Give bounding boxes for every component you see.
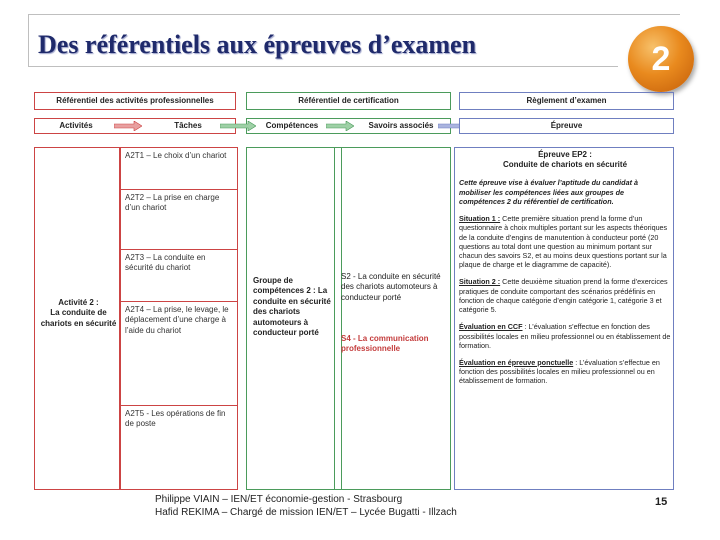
savoirs-column [334, 147, 451, 490]
footer-credits: Philippe VIAIN – IEN/ET économie-gestion - Strasbourg Hafid REKIMA – Chargé de mission IEN/ET – Lycée Bugatti - Illzach [155, 494, 457, 518]
subheader-savoirs: Savoirs associés [354, 119, 448, 133]
page-number: 15 [655, 496, 668, 508]
referential-diagram [34, 92, 674, 490]
section-number-badge: 2 [628, 26, 694, 92]
activity-label: Activité 2 : La conduite de chariots en sécurité [40, 298, 117, 328]
task-item: A2T1 – Le choix d’un chariot [121, 148, 237, 190]
frame-bottom-line [28, 66, 618, 67]
evaluation-ccf: Évaluation en CCF : L’évaluation s’effectue en fonction des possibilités locales en milieu professionnel ou en établissement de formation. [459, 322, 671, 350]
subheader-taches: Tâches [142, 119, 234, 133]
task-item: A2T5 - Les opérations de fin de poste [125, 409, 226, 429]
activities-column [34, 147, 120, 490]
arrow-right-icon [220, 121, 256, 131]
task-item: A2T4 – La prise, le levage, le déplacement d’une charge à l’aide du chariot [121, 302, 237, 406]
epreuve-column [454, 147, 674, 490]
competence-group: Groupe de compétences 2 : La conduite en sécurité des chariots automoteurs à conducteur porté [253, 276, 331, 337]
epreuve-description [459, 150, 671, 386]
arrow-right-icon [114, 121, 142, 131]
header-activities-referential: Référentiel des activités professionnelles [34, 92, 236, 110]
subheader-epreuve: Épreuve [459, 118, 674, 134]
tasks-column [120, 147, 238, 490]
savoir-s4: S4 - La communication professionnelle [341, 334, 429, 354]
frame-top-line [28, 14, 680, 15]
arrow-right-icon [326, 121, 354, 131]
epreuve-intro: Cette épreuve vise à évaluer l’aptitude du candidat à mobiliser les compétences liées aux groupes de compétences 2 du référentiel de certification. [459, 178, 638, 206]
subheader-activites: Activités [36, 119, 116, 133]
task-item: A2T2 – La prise en charge d’un chariot [121, 190, 237, 250]
situation-2: Situation 2 : Cette deuxième situation prend la forme d’exercices pratiques de conduite comportant des scénarios prédéfinis en fonction de chaque catégorie d’engin catégorie 1, catégorie 3 et catégorie 5. [459, 277, 668, 315]
slide-title: Des référentiels aux épreuves d’examen [38, 30, 477, 59]
situation-1: Situation 1 : Cette première situation prend la forme d’un questionnaire à choix multiples portant sur les aspects théoriques de la conduite d’engins de manutention à conducteur porté (20 questions au total dont une question au minimum portant sur chacun des savoirs S2, et au moins deux questions portant sur la plaque de charge et le diagramme de capacité). [459, 214, 668, 270]
epreuve-title: Épreuve EP2 : Conduite de chariots en sécurité [502, 150, 628, 170]
header-exam-rules: Règlement d’examen [459, 92, 674, 110]
subheader-competences: Compétences [256, 119, 328, 133]
evaluation-ponctuelle: Évaluation en épreuve ponctuelle : L’évaluation s’effectue en fonction des possibilités locales en milieu professionnel ou en établissement de formation. [459, 357, 660, 386]
competences-column [246, 147, 342, 490]
task-item: A2T3 – La conduite en sécurité du chariot [121, 250, 237, 302]
savoir-s2: S2 - La conduite en sécurité des chariots automoteurs à conducteur porté [341, 272, 441, 302]
header-certification-referential: Référentiel de certification [246, 92, 451, 110]
frame-left-line [28, 14, 29, 66]
